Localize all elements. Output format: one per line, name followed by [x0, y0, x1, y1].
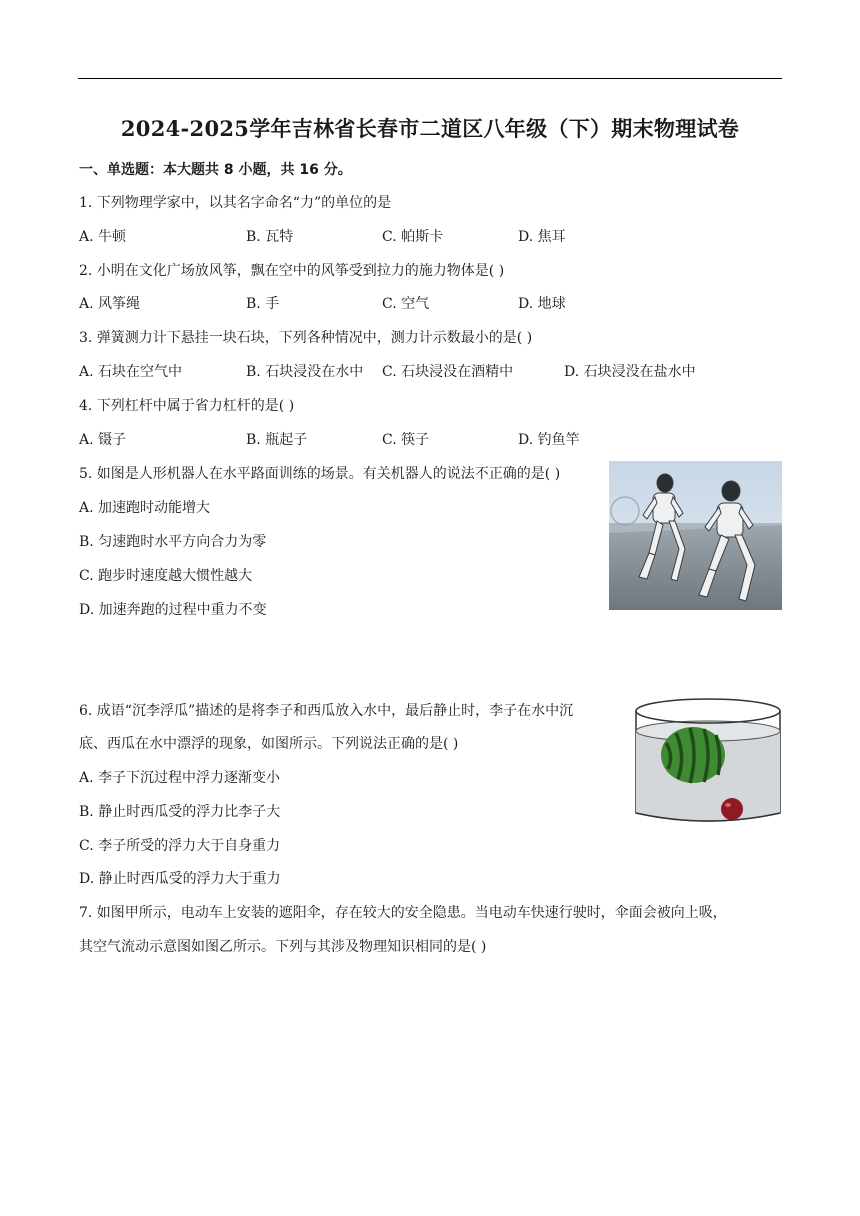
question-6-stem-line-2: 底、西瓜在水中漂浮的现象，如图所示。下列说法正确的是( ) [79, 736, 459, 752]
q6-option-d: D. 静止时西瓜受的浮力大于重力 [79, 871, 281, 887]
q1-option-c: C. 帕斯卡 [382, 229, 444, 245]
q2-option-d: D. 地球 [518, 296, 566, 312]
section-heading: 一、单选题：本大题共 8 小题，共 16 分。 [79, 162, 352, 178]
q5-option-b: B. 匀速跑时水平方向合力为零 [79, 534, 267, 550]
question-6-stem-line-1: 6. 成语“沉李浮瓜”描述的是将李子和西瓜放入水中，最后静止时，李子在水中沉 [79, 703, 574, 719]
question-4-stem: 4. 下列杠杆中属于省力杠杆的是( ) [79, 398, 295, 414]
q2-option-c: C. 空气 [382, 296, 430, 312]
q2-option-b: B. 手 [246, 296, 280, 312]
q5-option-c: C. 跑步时速度越大惯性越大 [79, 568, 253, 584]
robot-running-photo [609, 461, 782, 610]
q6-option-a: A. 李子下沉过程中浮力逐渐变小 [79, 770, 281, 786]
q1-option-b: B. 瓦特 [246, 229, 294, 245]
q1-option-d: D. 焦耳 [518, 229, 566, 245]
fruit-in-water-figure [634, 697, 782, 827]
question-1-stem: 1. 下列物理学家中，以其名字命名“力”的单位的是 [79, 195, 392, 211]
q3-option-a: A. 石块在空气中 [79, 364, 183, 380]
header-rule [78, 78, 782, 79]
q6-option-b: B. 静止时西瓜受的浮力比李子大 [79, 804, 281, 820]
q5-option-d: D. 加速奔跑的过程中重力不变 [79, 602, 267, 618]
page-title: 2024-2025学年吉林省长春市二道区八年级（下）期末物理试卷 [120, 116, 740, 141]
q4-option-a: A. 镊子 [79, 432, 127, 448]
q4-option-d: D. 钓鱼竿 [518, 432, 580, 448]
question-3-stem: 3. 弹簧测力计下悬挂一块石块，下列各种情况中，测力计示数最小的是( ) [79, 330, 533, 346]
q3-option-d: D. 石块浸没在盐水中 [564, 364, 696, 380]
q6-option-c: C. 李子所受的浮力大于自身重力 [79, 838, 281, 854]
q3-option-c: C. 石块浸没在酒精中 [382, 364, 514, 380]
q5-option-a: A. 加速跑时动能增大 [79, 500, 211, 516]
q4-option-b: B. 瓶起子 [246, 432, 308, 448]
question-2-stem: 2. 小明在文化广场放风筝，飘在空中的风筝受到拉力的施力物体是( ) [79, 263, 505, 279]
question-7-stem-line-1: 7. 如图甲所示，电动车上安装的遮阳伞，存在较大的安全隐患。当电动车快速行驶时，伞面会被向上吸， [79, 905, 727, 921]
q2-option-a: A. 风筝绳 [79, 296, 141, 312]
q3-option-b: B. 石块浸没在水中 [246, 364, 364, 380]
question-7-stem-line-2: 其空气流动示意图如图乙所示。下列与其涉及物理知识相同的是( ) [79, 939, 487, 955]
q4-option-c: C. 筷子 [382, 432, 430, 448]
q1-option-a: A. 牛顿 [79, 229, 127, 245]
question-5-stem: 5. 如图是人形机器人在水平路面训练的场景。有关机器人的说法不正确的是( ) [79, 466, 561, 482]
